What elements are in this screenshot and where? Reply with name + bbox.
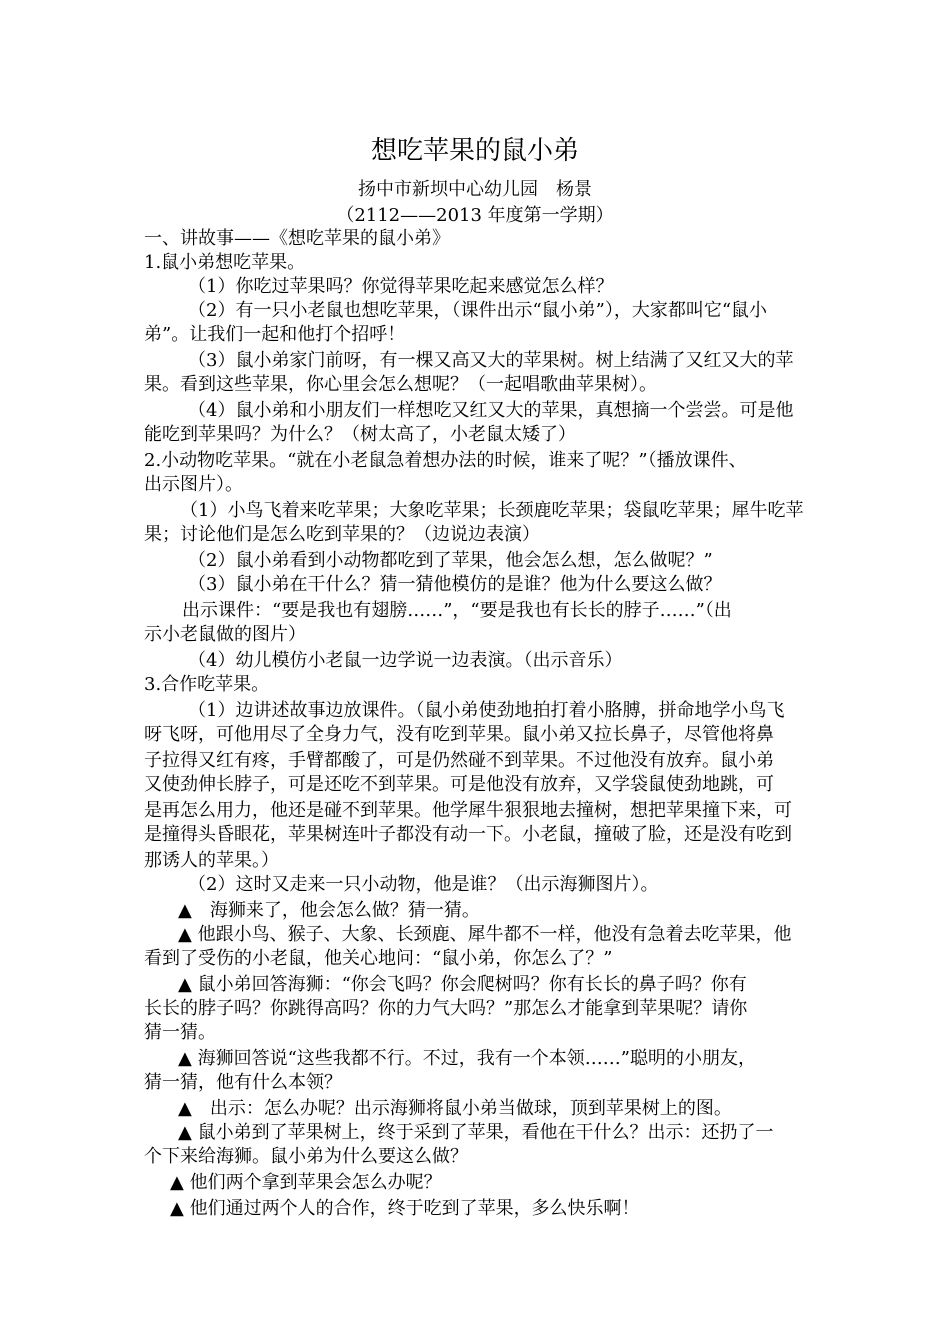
author-line: 扬中市新坝中心幼儿园 杨景 (358, 179, 592, 200)
text-line: 长长的脖子吗？你跳得高吗？你的力气大吗？”那怎么才能拿到苹果呢？请你 (144, 998, 748, 1019)
text-line: 出示图片）。 (144, 474, 243, 495)
text-line: （3）鼠小弟家门前呀，有一棵又高又大的苹果树。树上结满了又红又大的苹 (188, 350, 794, 371)
text-line: （2）有一只小老鼠也想吃苹果，（课件出示“鼠小弟”），大家都叫它“鼠小 (188, 300, 768, 321)
text-line: 能吃到苹果吗？为什么？（树太高了，小老鼠太矮了） (144, 424, 576, 445)
text-line: ▲ 出示：怎么办呢？出示海狮将鼠小弟当做球，顶到苹果树上的图。 (178, 1098, 732, 1119)
text-line: 出示课件：“要是我也有翅膀……”，“要是我也有长长的脖子……”（出 (182, 600, 732, 621)
text-line: 猜一猜，他有什么本领？ (144, 1072, 342, 1093)
text-line: ▲ 鼠小弟到了苹果树上，终于采到了苹果，看他在干什么？出示：还扔了一 (178, 1122, 774, 1143)
text-line: （2）这时又走来一只小动物，他是谁？（出示海狮图片）。 (188, 874, 659, 895)
text-line: ▲ 海狮来了，他会怎么做？猜一猜。 (178, 900, 480, 921)
text-line: 弟”。让我们一起和他打个招呼！ (144, 324, 406, 345)
text-line: 呀飞呀，可他用尽了全身力气，没有吃到苹果。鼠小弟又拉长鼻子，尽管他将鼻 (144, 724, 774, 745)
text-line: 3.合作吃苹果。 (144, 674, 270, 695)
text-line: （4）鼠小弟和小朋友们一样想吃又红又大的苹果，真想摘一个尝尝。可是他 (188, 400, 794, 421)
text-line: （1）你吃过苹果吗？你觉得苹果吃起来感觉怎么样？ (188, 276, 614, 297)
text-line: 果；讨论他们是怎么吃到苹果的？（边说边表演） (144, 524, 540, 545)
text-line: （3）鼠小弟在干什么？猜一猜他模仿的是谁？他为什么要这么做？ (188, 574, 722, 595)
document-title: 想吃苹果的鼠小弟 (370, 136, 579, 166)
text-line: 猜一猜。 (144, 1022, 216, 1043)
text-line: 2.小动物吃苹果。“就在小老鼠急着想办法的时候，谁来了呢？”（播放课件、 (144, 450, 747, 471)
text-line: 1.鼠小弟想吃苹果。 (144, 252, 306, 273)
text-line: 是再怎么用力，他还是碰不到苹果。他学犀牛狠狠地去撞树，想把苹果撞下来，可 (144, 800, 792, 821)
term-line: （2112——2013 年度第一学期） (336, 205, 614, 226)
text-line: 又使劲伸长脖子，可是还吃不到苹果。可是他没有放弃，又学袋鼠使劲地跳，可 (144, 774, 774, 795)
text-line: 个下来给海狮。鼠小弟为什么要这么做？ (144, 1146, 468, 1167)
text-line: （1）边讲述故事边放课件。（鼠小弟使劲地拍打着小胳膊，拼命地学小鸟飞 (188, 700, 785, 721)
text-line: 子拉得又红有疼，手臂都酸了，可是仍然碰不到苹果。不过他没有放弃。鼠小弟 (144, 750, 774, 771)
text-line: （4）幼儿模仿小老鼠一边学说一边表演。（出示音乐） (188, 650, 623, 671)
text-line: （2）鼠小弟看到小动物都吃到了苹果，他会怎么想，怎么做呢？” (188, 550, 713, 571)
text-line: ▲ 他们两个拿到苹果会怎么办呢？ (170, 1172, 442, 1193)
text-line: 是撞得头昏眼花，苹果树连叶子都没有动一下。小老鼠，撞破了脸，还是没有吃到 (144, 824, 792, 845)
text-line: （1）小鸟飞着来吃苹果；大象吃苹果；长颈鹿吃苹果；袋鼠吃苹果；犀牛吃苹 (180, 500, 804, 521)
text-line: ▲ 他跟小鸟、猴子、大象、长颈鹿、犀牛都不一样，他没有急着去吃苹果，他 (178, 924, 792, 945)
text-line: ▲ 鼠小弟回答海狮：“你会飞吗？你会爬树吗？你有长长的鼻子吗？你有 (178, 974, 747, 995)
text-line: 示小老鼠做的图片） (144, 624, 306, 645)
text-line: 那诱人的苹果。） (144, 850, 279, 871)
text-line: 一、讲故事——《想吃苹果的鼠小弟》 (144, 228, 450, 249)
text-line: ▲ 他们通过两个人的合作，终于吃到了苹果，多么快乐啊！ (170, 1198, 640, 1219)
text-line: ▲ 海狮回答说“这些我都不行。不过，我有一个本领……”聪明的小朋友， (178, 1048, 756, 1069)
text-line: 看到了受伤的小老鼠，他关心地问：“鼠小弟，你怎么了？” (144, 948, 613, 969)
text-line: 果。看到这些苹果，你心里会怎么想呢？（一起唱歌曲苹果树）。 (144, 374, 657, 395)
